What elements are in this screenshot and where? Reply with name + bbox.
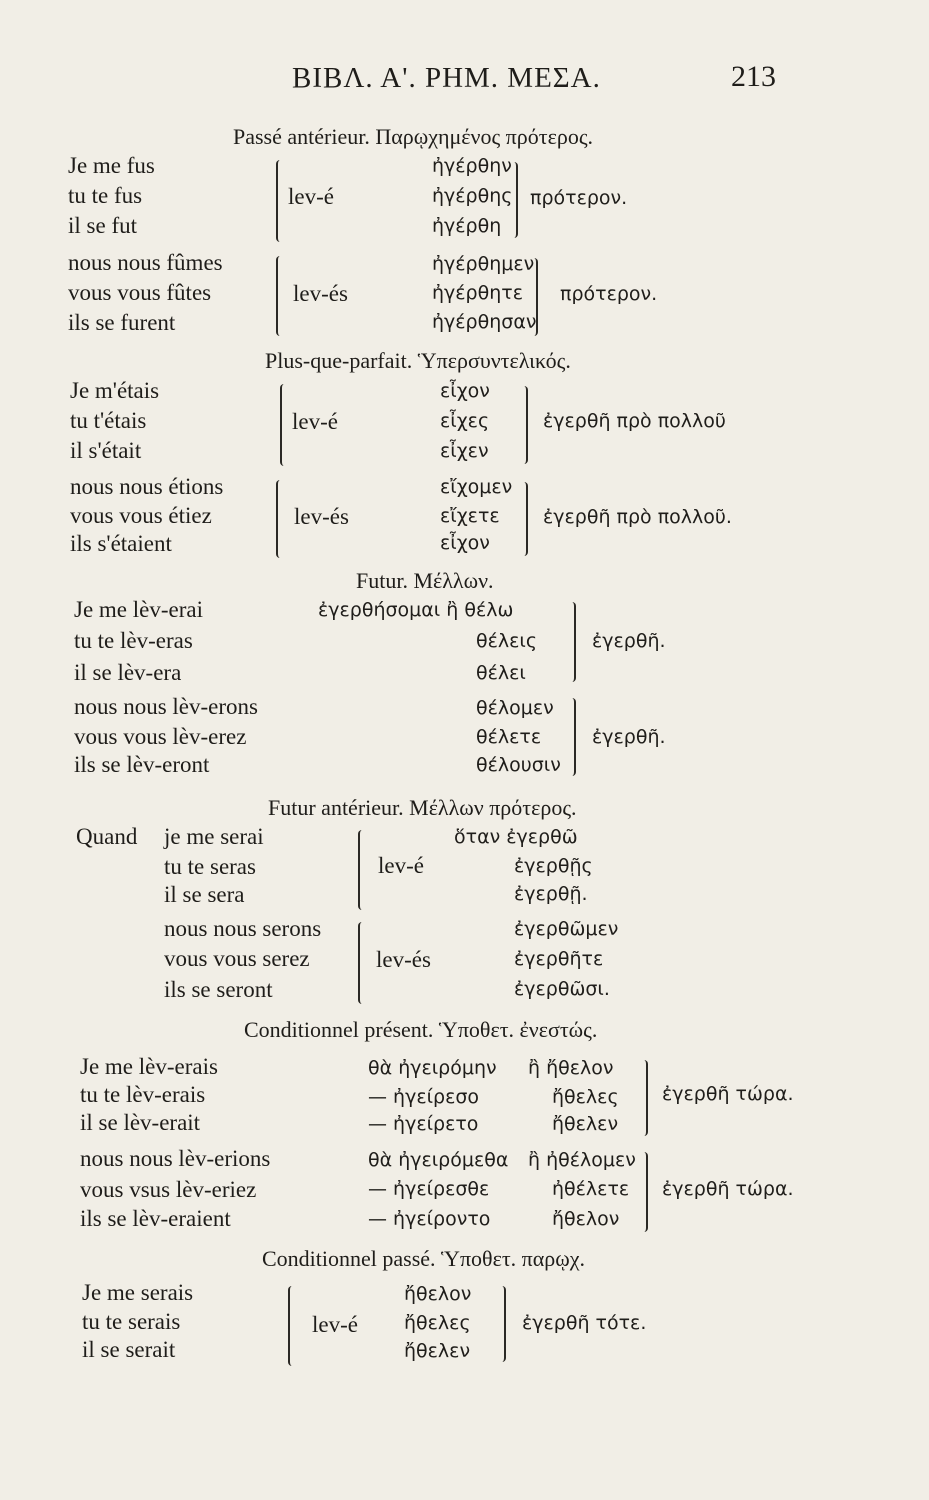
participle-stem: lev-é — [292, 409, 338, 434]
gr-form: — ἠγείρεσθε — [368, 1178, 490, 1200]
gr-form: εἶχον — [440, 532, 490, 554]
fr-form: il se serait — [82, 1337, 176, 1362]
fr-form: nous nous lèv-erons — [74, 694, 258, 719]
gr-adverb: ἐγερθῆ τώρα. — [662, 1178, 794, 1200]
gr-form: θέλεις — [476, 630, 537, 652]
fr-form: nous nous fûmes — [68, 250, 223, 275]
fr-form: tu te lèv-eras — [74, 628, 193, 653]
gr-form: θέλομεν — [476, 697, 554, 719]
gr-form: εἶχον — [440, 380, 490, 402]
brace — [510, 162, 518, 238]
gr-form: θέλουσιν — [476, 754, 561, 776]
fr-form: vous vous fûtes — [68, 280, 212, 305]
gr-form: ἤθελον — [552, 1208, 620, 1230]
gr-form: ἠγέρθη — [432, 215, 502, 237]
gr-adverb: ἐγερθῆ πρὸ πολλοῦ. — [543, 506, 732, 528]
fr-form: tu te serais — [82, 1309, 181, 1334]
fr-form: vous vous lèv-erez — [74, 724, 247, 749]
participle-stem: lev-é — [378, 853, 424, 878]
brace — [640, 1152, 648, 1232]
participle-stem: lev-és — [294, 504, 349, 529]
brace — [498, 1286, 506, 1362]
fr-form: il se lèv-era — [74, 660, 182, 685]
page-number: 213 — [731, 60, 776, 93]
brace — [520, 386, 528, 464]
fr-form: ils s'étaient — [70, 531, 172, 556]
gr-adverb: ἐγερθῆ τώρα. — [662, 1083, 794, 1105]
participle-stem: lev-és — [376, 947, 431, 972]
brace — [568, 698, 576, 776]
gr-form: ἐγερθῇ. — [514, 883, 588, 905]
brace — [568, 602, 576, 682]
fr-form: il s'était — [70, 438, 142, 463]
brace — [520, 482, 528, 556]
gr-form: ἤθελον — [404, 1283, 472, 1305]
participle-stem: lev-és — [293, 281, 348, 306]
brace — [358, 922, 366, 1004]
gr-form: ἐγερθῆτε — [514, 948, 604, 970]
brace — [288, 1286, 296, 1366]
brace — [276, 160, 284, 242]
fr-form: Je me lèv-erais — [80, 1054, 218, 1079]
fr-form: il se lèv-erait — [80, 1110, 201, 1135]
gr-adverb: πρότερον. — [530, 187, 628, 209]
brace — [358, 830, 366, 910]
gr-adverb: ἐγερθῆ. — [592, 630, 666, 652]
gr-adverb: ἐγερθῆ πρὸ πολλοῦ — [543, 410, 726, 432]
fr-form: tu te seras — [164, 854, 256, 879]
gr-form: ἠγέρθητε — [432, 282, 523, 304]
fr-form: nous nous serons — [164, 916, 322, 941]
fr-form: Je me serais — [82, 1280, 194, 1305]
gr-form: ἐγερθῶσι. — [514, 978, 610, 1000]
brace — [280, 384, 288, 466]
section-title: Conditionnel passé. Ὑποθετ. παρῳχ. — [262, 1246, 586, 1271]
brace — [530, 258, 538, 336]
running-header: ΒΙΒΛ. Α'. ΡΗΜ. ΜΕΣΑ. — [292, 62, 601, 94]
fr-form: vous vous serez — [164, 946, 310, 971]
gr-form: ἠγέρθην — [432, 155, 512, 177]
gr-adverb: ἐγερθῆ. — [592, 726, 666, 748]
gr-form: ἐγερθῶμεν — [514, 918, 619, 940]
quand-word: Quand — [76, 824, 138, 849]
fr-form: Je me lèv-erai — [74, 597, 203, 622]
fr-form: Je me fus — [68, 153, 155, 178]
brace — [640, 1060, 648, 1136]
gr-adverb: πρότερον. — [560, 283, 658, 305]
fr-form: ils se seront — [164, 977, 273, 1002]
fr-form: vous vsus lèv-eriez — [80, 1177, 257, 1202]
gr-form: ἠγέρθημεν — [432, 253, 535, 275]
gr-adverb: ἐγερθῆ τότε. — [522, 1312, 647, 1334]
gr-form: ἠγέρθησαν — [432, 311, 537, 333]
section-title: Passé antérieur. Παρῳχημένος πρότερος. — [233, 124, 594, 149]
fr-form: ils se furent — [68, 310, 176, 335]
gr-form: ἠθέλετε — [552, 1178, 630, 1200]
gr-form: θὰ ἠγειρόμεθα — [368, 1149, 509, 1171]
fr-form: ils se lèv-eraient — [80, 1206, 231, 1231]
gr-form: θέλει — [476, 662, 526, 684]
gr-form: ἤθελες — [552, 1086, 619, 1108]
fr-form: ils se lèv-eront — [74, 752, 210, 777]
gr-form: θέλετε — [476, 726, 542, 748]
section-title: Conditionnel présent. Ὑποθετ. ἐνεστώς. — [244, 1017, 598, 1042]
gr-form: εἶχεν — [440, 440, 489, 462]
fr-form: nous nous étions — [70, 474, 224, 499]
section-title: Plus-que-parfait. Ὑπερσυντελικός. — [265, 348, 571, 373]
fr-form: il se sera — [164, 882, 245, 907]
gr-form: — ἠγείρεσο — [368, 1086, 480, 1108]
gr-form: ὅταν ἐγερθῶ — [454, 826, 578, 848]
fr-form: nous nous lèv-erions — [80, 1146, 271, 1171]
fr-form: tu t'étais — [70, 408, 147, 433]
gr-form: ἐγερθήσομαι ἢ θέλω — [318, 599, 514, 621]
gr-form: ἢ ἤθελον — [528, 1057, 614, 1079]
fr-form: vous vous étiez — [70, 503, 212, 528]
gr-form: ἠγέρθης — [432, 185, 513, 207]
gr-form: ἐγερθῇς — [514, 855, 593, 877]
fr-form: tu te lèv-erais — [80, 1082, 206, 1107]
fr-form: je me serai — [164, 824, 264, 849]
gr-form: θὰ ἠγειρόμην — [368, 1057, 497, 1079]
gr-form: ἢ ἠθέλομεν — [528, 1149, 636, 1171]
gr-form: ἤθελεν — [552, 1113, 619, 1135]
fr-form: tu te fus — [68, 183, 143, 208]
gr-form: — ἠγείροντο — [368, 1208, 491, 1230]
brace — [276, 256, 284, 336]
section-title: Futur. Μέλλων. — [356, 568, 494, 593]
participle-stem: lev-é — [312, 1312, 358, 1337]
fr-form: il se fut — [68, 213, 137, 238]
section-title: Futur antérieur. Μέλλων πρότερος. — [268, 795, 577, 820]
gr-form: ἤθελεν — [404, 1340, 471, 1362]
gr-form: εἴχομεν — [440, 476, 513, 498]
gr-form: — ἠγείρετο — [368, 1113, 479, 1135]
gr-form: εἶχες — [440, 410, 490, 432]
brace — [276, 480, 284, 558]
gr-form: ἤθελες — [404, 1312, 471, 1334]
gr-form: εἴχετε — [440, 505, 500, 527]
participle-stem: lev-é — [288, 184, 334, 209]
fr-form: Je m'étais — [70, 378, 160, 403]
